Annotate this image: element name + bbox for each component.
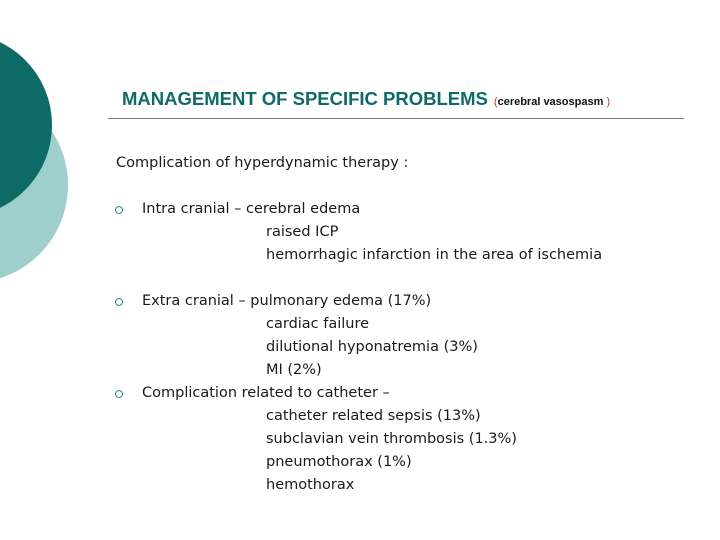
slide-title-row bbox=[122, 88, 610, 110]
bullet-icon bbox=[115, 298, 123, 306]
slide-subtitle bbox=[494, 96, 610, 108]
light-teal-circle bbox=[0, 87, 68, 283]
list-item: raised ICP bbox=[266, 224, 339, 240]
subtitle-text: cerebral vasospasm bbox=[497, 96, 604, 108]
list-item: MI (2%) bbox=[266, 362, 322, 378]
section-label-catheter: Complication related to catheter – bbox=[142, 385, 390, 401]
list-item: catheter related sepsis (13%) bbox=[266, 408, 481, 424]
bullet-icon bbox=[115, 206, 123, 214]
bullet-icon bbox=[115, 390, 123, 398]
section-label-intra-cranial: Intra cranial – cerebral edema bbox=[142, 201, 361, 217]
subtitle-close-paren: ) bbox=[606, 96, 611, 108]
list-item: dilutional hyponatremia (3%) bbox=[266, 339, 478, 355]
list-item: hemorrhagic infarction in the area of ischemia bbox=[266, 247, 603, 263]
list-item: subclavian vein thrombosis (1.3%) bbox=[266, 431, 517, 447]
title-divider bbox=[108, 118, 684, 119]
list-item: hemothorax bbox=[266, 477, 355, 493]
intro-text: Complication of hyperdynamic therapy : bbox=[116, 155, 409, 171]
section-label-extra-cranial: Extra cranial – pulmonary edema (17%) bbox=[142, 293, 432, 309]
subtitle-open-paren: ( bbox=[493, 96, 498, 108]
slide-title: MANAGEMENT OF SPECIFIC PROBLEMS bbox=[122, 88, 488, 109]
dark-teal-circle bbox=[0, 33, 52, 217]
list-item: pneumothorax (1%) bbox=[266, 454, 412, 470]
list-item: cardiac failure bbox=[266, 316, 370, 332]
